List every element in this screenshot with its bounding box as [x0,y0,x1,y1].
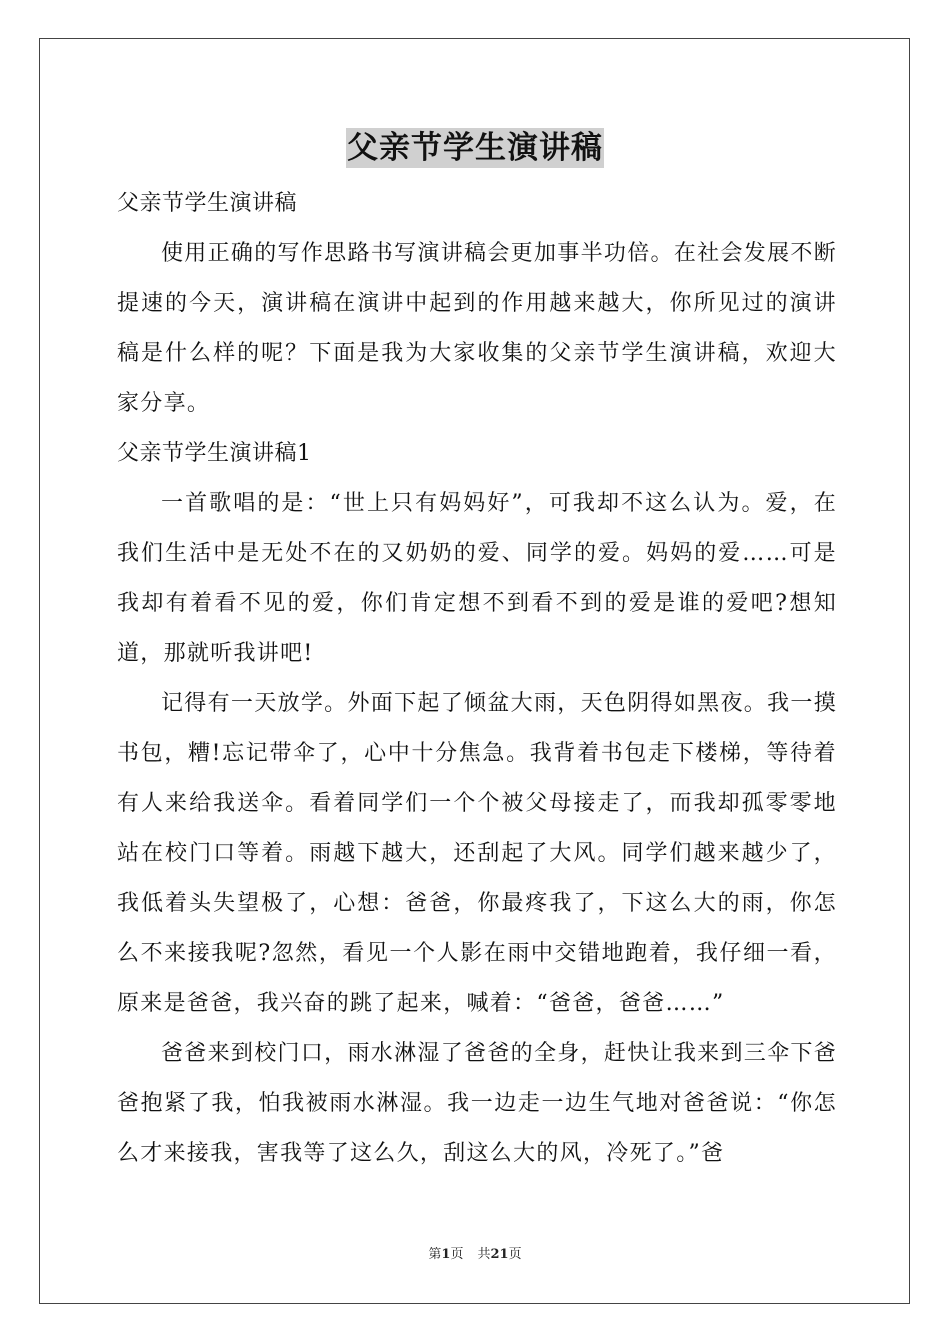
body-paragraph-1: 一首歌唱的是：“世上只有妈妈好”，可我却不这么认为。爱，在我们生活中是无处不在的又奶奶的爱、同学的爱。妈妈的爱……可是我却有着看不见的爱，你们肯定想不到看不到的爱是谁的爱吧?想知道，那就听我讲吧! [117,491,837,666]
document-body [117,179,837,1179]
total-pages: 21 [490,1247,509,1262]
body-paragraph-3: 爸爸来到校门口，雨水淋湿了爸爸的全身，赶快让我来到三伞下爸爸抱紧了我，怕我被雨水淋湿。我一边走一边生气地对爸爸说：“你怎么才来接我，害我等了这么久，刮这么大的风，冷死了。”爸 [117,1041,837,1166]
section-heading: 父亲节学生演讲稿1 [117,441,312,466]
document-title [0,128,950,168]
document-subtitle: 父亲节学生演讲稿 [117,191,298,216]
total-prefix: 共 [477,1247,491,1262]
document-title-text: 父亲节学生演讲稿 [347,130,603,166]
page-prefix: 第 [428,1247,442,1262]
page-number: 1 [441,1247,451,1262]
total-suffix: 页 [508,1247,522,1262]
body-paragraph-2: 记得有一天放学。外面下起了倾盆大雨，天色阴得如黑夜。我一摸书包，糟!忘记带伞了，心中十分焦急。我背着书包走下楼梯，等待着有人来给我送伞。看着同学们一个个被父母接走了，而我却孤零零地站在校门口等着。雨越下越大，还刮起了大风。同学们越来越少了，我低着头失望极了，心想：爸爸，你最疼我了，下这么大的雨，你怎么不来接我呢?忽然，看见一个人影在雨中交错地跑着，我仔细一看，原来是爸爸，我兴奋的跳了起来，喊着：“爸爸，爸爸……” [117,691,837,1016]
page-footer [0,1246,950,1264]
intro-paragraph: 使用正确的写作思路书写演讲稿会更加事半功倍。在社会发展不断提速的今天，演讲稿在演讲中起到的作用越来越大，你所见过的演讲稿是什么样的呢？下面是我为大家收集的父亲节学生演讲稿，欢迎大家分享。 [117,241,837,416]
page-suffix: 页 [450,1247,464,1262]
